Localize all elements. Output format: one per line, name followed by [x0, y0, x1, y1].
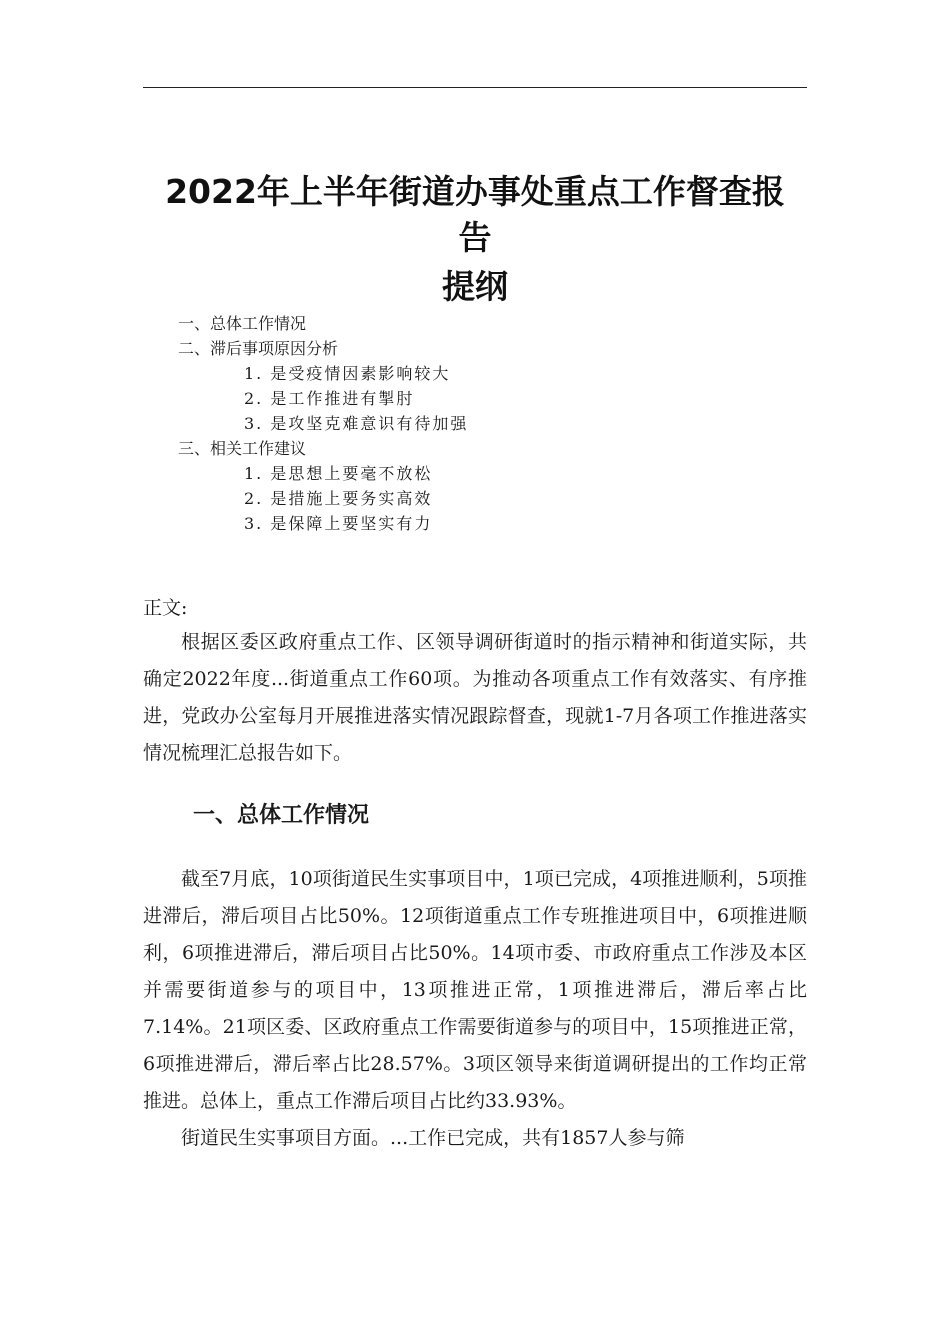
outline-subitem: 1. 是受疫情因素影响较大	[244, 364, 451, 383]
body-label: 正文:	[143, 597, 188, 619]
section-1-paragraph-1: 截至7月底，10项街道民生实事项目中，1项已完成，4项推进顺利，5项推进滞后，滞后项目占比50%。12项街道重点工作专班推进项目中，6项推进顺利，6项推进滞后，滞后项目占比50%。14项市委、市政府重点工作涉及本区并需要街道参与的项目中，13项推进正常，1项推进滞后，滞后率占比7.14%。21项区委、区政府重点工作需要街道参与的项目中，15项推进正常，6项推进滞后，滞后率占比28.57%。3项区领导来街道调研提出的工作均正常推进。总体上，重点工作滞后项目占比约33.93%。	[143, 868, 807, 1112]
section-1-body	[143, 861, 807, 1157]
section-1-paragraph-2: 街道民生实事项目方面。...工作已完成，共有1857人参与筛	[181, 1127, 685, 1149]
outline-subitem: 3. 是攻坚克难意识有待加强	[244, 414, 469, 433]
document-title-line-1: 2022年上半年街道办事处重点工作督查报	[165, 172, 785, 211]
outline-subitem: 3. 是保障上要坚实有力	[244, 514, 433, 533]
section-1-heading: 一、总体工作情况	[193, 803, 370, 828]
document-title	[143, 169, 807, 261]
outline-subitem: 1. 是思想上要毫不放松	[244, 464, 433, 483]
intro-section	[143, 624, 807, 772]
outline-section-item: 三、相关工作建议	[178, 439, 307, 458]
outline-subitem: 2. 是工作推进有掣肘	[244, 389, 415, 408]
intro-paragraph: 根据区委区政府重点工作、区领导调研街道时的指示精神和街道实际，共确定2022年度...街道重点工作60项。为推动各项重点工作有效落实、有序推进，党政办公室每月开展推进落实情况跟踪督查，现就1-7月各项工作推进落实情况梳理汇总报告如下。	[143, 631, 807, 764]
outline-subitem: 2. 是措施上要务实高效	[244, 489, 433, 508]
outline-section-item: 二、滞后事项原因分析	[178, 339, 339, 358]
outline-heading: 提纲	[442, 267, 508, 306]
header-rule	[143, 87, 807, 88]
outline-section-item: 一、总体工作情况	[178, 314, 307, 333]
document-title-line-2: 告	[458, 218, 492, 257]
outline-list	[0, 311, 950, 536]
